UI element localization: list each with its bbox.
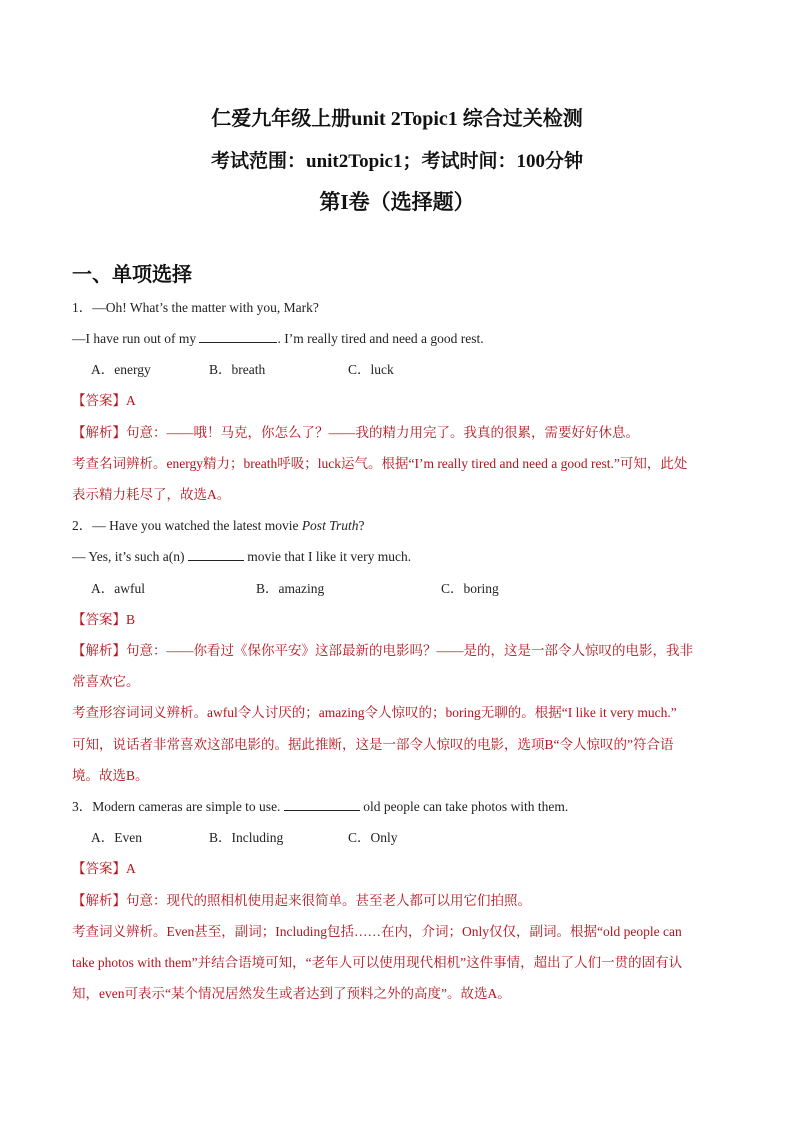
question-1-option-a: A．energy <box>91 362 151 377</box>
question-1-option-b: B．breath <box>209 362 266 377</box>
question-2-option-a: A．awful <box>91 581 145 596</box>
question-2-stem-post: ? <box>358 518 365 533</box>
exam-title: 仁爱九年级上册unit 2Topic1 综合过关检测 <box>211 108 583 130</box>
section-title: 一、单项选择 <box>72 264 192 286</box>
question-3-answer: 【答案】A <box>72 861 136 876</box>
question-3-analysis-line: take photos with them”并结合语境可知，“老年人可以使用现代相机”这件事情，超出了人们一贯的固有认 <box>72 955 683 970</box>
question-1-dialog-post: . I’m really tired and need a good rest. <box>277 331 484 346</box>
movie-title: Post Truth <box>301 518 359 533</box>
question-3-stem-pre: 3．Modern cameras are simple to use. <box>72 799 284 814</box>
question-2-analysis-line: 可知，说话者非常喜欢这部电影的。据此推断，这是一部令人惊叹的电影，选项B“令人惊叹的”符合语 <box>72 737 674 752</box>
question-3-stem-post: old people can take photos with them. <box>359 799 569 814</box>
question-3-option-a: A．Even <box>91 830 142 845</box>
volume-title: 第I卷（选择题） <box>319 190 475 214</box>
question-2-stem <box>72 517 364 535</box>
question-2-option-c: C．boring <box>441 581 499 596</box>
question-3-stem <box>72 798 568 816</box>
question-1-analysis-line: 表示精力耗尽了，故选A。 <box>72 487 231 502</box>
question-3-analysis-line: 【解析】句意：现代的照相机使用起来很简单。甚至老人都可以用它们拍照。 <box>72 893 531 908</box>
question-1-stem: 1．—Oh! What’s the matter with you, Mark? <box>72 300 319 315</box>
question-2-blank <box>188 548 244 561</box>
question-2-analysis-line: 常喜欢它。 <box>72 674 140 689</box>
question-2-answer: 【答案】B <box>72 612 136 627</box>
question-1-answer: 【答案】A <box>72 393 136 408</box>
question-2-dialog-pre: — Yes, it’s such a(n) <box>72 549 188 564</box>
exam-subtitle: 考试范围：unit2Topic1；考试时间：100分钟 <box>211 151 583 172</box>
question-3-option-c: C．Only <box>348 830 398 845</box>
question-2-analysis-line: 考查形容词词义辨析。awful令人讨厌的；amazing令人惊叹的；boring无聊的。根据“I like it very much.” <box>72 705 677 720</box>
question-2-analysis-line: 境。故选B。 <box>72 768 149 783</box>
question-3-analysis-line: 知，even可表示“某个情况居然发生或者达到了预料之外的高度”。故选A。 <box>72 986 511 1001</box>
question-3-option-b: B．Including <box>209 830 284 845</box>
question-1-dialog <box>72 330 484 348</box>
question-1-analysis-line: 【解析】句意：——哦！马克，你怎么了？——我的精力用完了。我真的很累，需要好好休息。 <box>72 425 639 440</box>
question-2-analysis-line: 【解析】句意：——你看过《保你平安》这部最新的电影吗？——是的，这是一部令人惊叹的电影，我非 <box>72 643 693 658</box>
question-1-blank <box>199 330 277 343</box>
question-2-stem-pre: 2．— Have you watched the latest movie <box>72 518 302 533</box>
question-1-dialog-pre: —I have run out of my <box>72 331 200 346</box>
question-1-option-c: C．luck <box>348 362 394 377</box>
question-2-option-b: B．amazing <box>256 581 325 596</box>
question-2-dialog-post: movie that I like it very much. <box>243 549 412 564</box>
question-2-dialog <box>72 548 411 566</box>
question-1-analysis-line: 考查名词辨析。energy精力；breath呼吸；luck运气。根据“I’m really tired and need a good rest.”可知，此处 <box>72 456 688 471</box>
question-3-blank <box>284 798 360 811</box>
question-3-analysis-line: 考查词义辨析。Even甚至，副词；Including包括……在内，介词；Only仅仅，副词。根据“old people can <box>72 924 682 939</box>
